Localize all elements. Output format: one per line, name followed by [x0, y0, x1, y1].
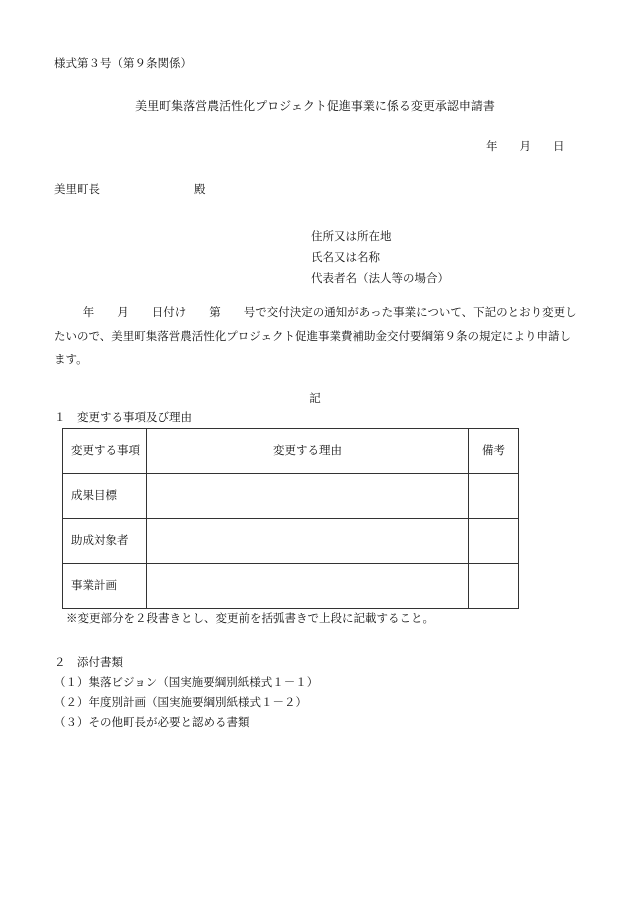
- changes-table: [62, 428, 519, 609]
- remarks-cell: [469, 474, 519, 519]
- attachment-item: （２）年度別計画（国実施要綱別紙様式１－２）: [54, 695, 307, 709]
- date-line: [486, 141, 565, 153]
- remarks-cell: [469, 519, 519, 564]
- attachment-item: （３）その他町長が必要と認める書類: [54, 715, 250, 729]
- addressee-honorific: 殿: [194, 182, 206, 196]
- addressee-name: 美里町長: [54, 182, 100, 196]
- applicant-address-label: 住所又は所在地: [311, 229, 392, 243]
- date-day: 日: [553, 139, 565, 153]
- section2-heading: ２ 添付書類: [54, 655, 123, 669]
- reason-cell: [147, 474, 469, 519]
- row-label: 事業計画: [63, 564, 147, 609]
- reason-cell: [147, 519, 469, 564]
- table-row: [63, 519, 519, 564]
- header-remarks: 備考: [469, 429, 519, 474]
- attachment-item: （１）集落ビジョン（国実施要綱別紙様式１－１）: [54, 675, 319, 689]
- applicant-name-label: 氏名又は名称: [311, 250, 380, 264]
- date-month: 月: [519, 139, 531, 153]
- row-label: 成果目標: [63, 474, 147, 519]
- table-header-row: [63, 429, 519, 474]
- addressee: [54, 182, 206, 196]
- ki-heading: 記: [309, 391, 321, 405]
- body-text: 年 月 日付け 第 号で交付決定の通知があった事業について、下記のとおり変更したいので、美里町集落営農活性化プロジェクト促進事業費補助金交付要綱第９条の規定により申請します。: [54, 305, 577, 366]
- table-row: [63, 474, 519, 519]
- form-number: 様式第３号（第９条関係）: [54, 56, 192, 70]
- table-note: ※変更部分を２段書きとし、変更前を括弧書きで上段に記載すること。: [66, 611, 434, 625]
- remarks-cell: [469, 564, 519, 609]
- section1-heading: １ 変更する事項及び理由: [54, 410, 192, 424]
- date-year: 年: [486, 139, 498, 153]
- reason-cell: [147, 564, 469, 609]
- applicant-block: [311, 226, 449, 289]
- header-reason: 変更する理由: [147, 429, 469, 474]
- document-title: 美里町集落営農活性化プロジェクト促進事業に係る変更承認申請書: [135, 99, 495, 113]
- table-row: [63, 564, 519, 609]
- header-item: 変更する事項: [63, 429, 147, 474]
- applicant-representative-label: 代表者名（法人等の場合）: [311, 271, 449, 285]
- row-label: 助成対象者: [63, 519, 147, 564]
